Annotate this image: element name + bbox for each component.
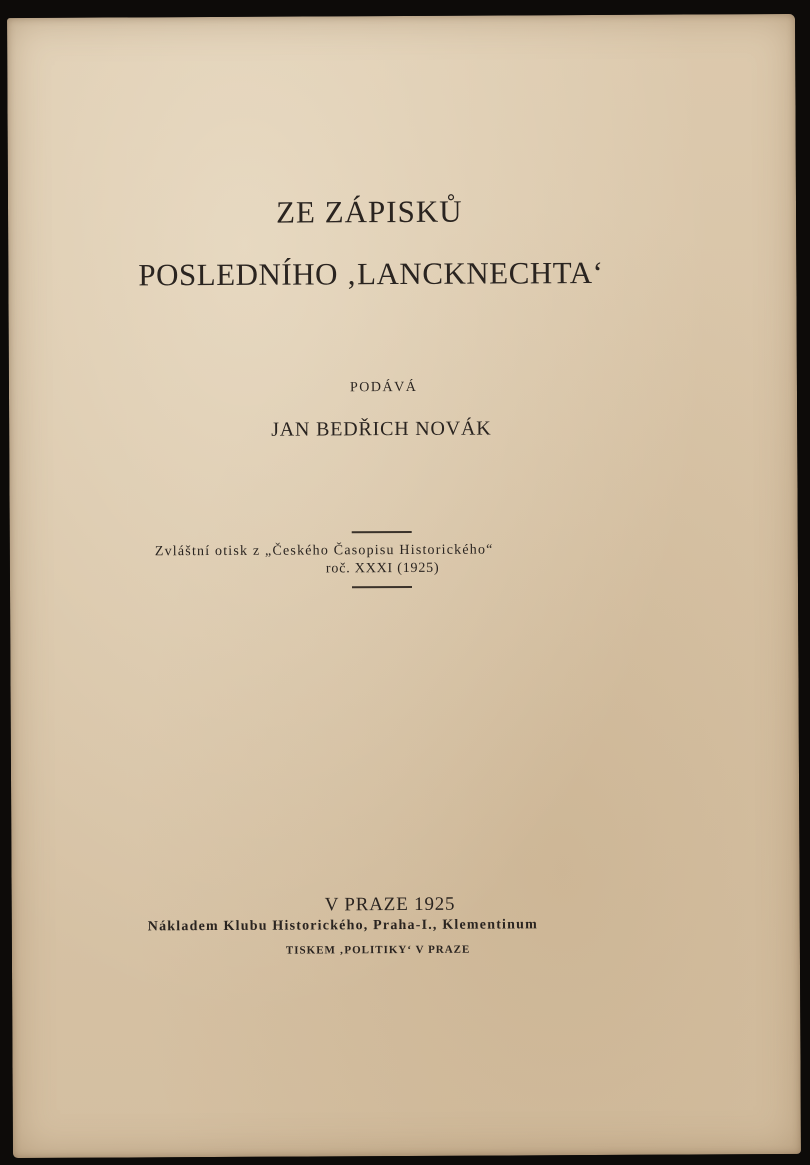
byline-label: PODÁVÁ <box>349 379 418 396</box>
volume-line: roč. XXXI (1925) <box>325 560 440 577</box>
offprint-note: Zvláštní otisk z „Českého Časopisu Historického“ <box>154 542 494 560</box>
printer-line: TISKEM ‚POLITIKY‘ V PRAZE <box>285 943 471 957</box>
title-line-1: ZE ZÁPISKŮ <box>275 193 463 230</box>
place-year: V PRAZE 1925 <box>324 893 456 916</box>
book-cover <box>7 14 801 1158</box>
divider-top <box>352 531 412 533</box>
author-name: JAN BEDŘICH NOVÁK <box>271 417 492 441</box>
publisher-line: Nákladem Klubu Historického, Praha-I., Klementinum <box>147 917 539 935</box>
divider-bottom <box>352 586 412 588</box>
title-line-2: POSLEDNÍHO ‚LANCKNECHTA‘ <box>138 254 604 293</box>
